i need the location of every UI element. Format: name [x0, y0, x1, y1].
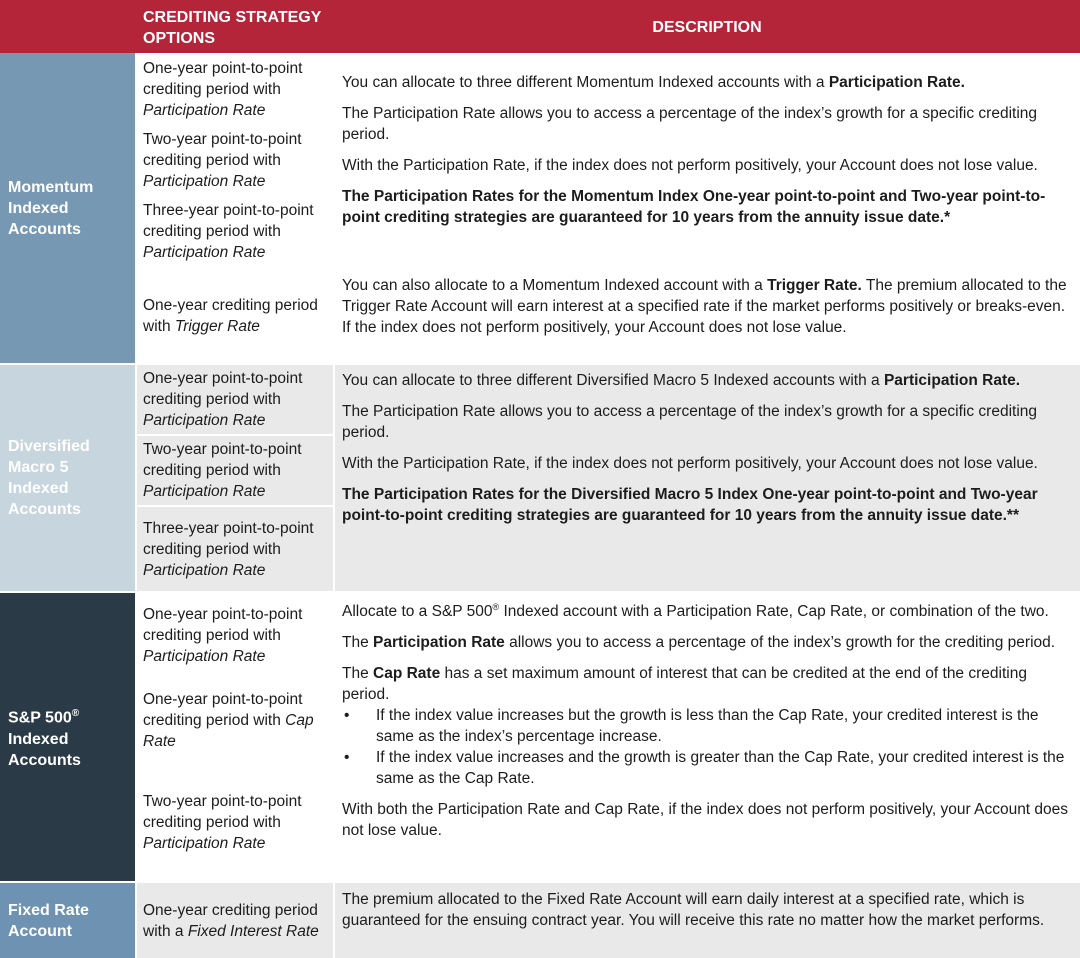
- bullet-item: [342, 747, 1074, 789]
- desc-text: has a set maximum amount of interest that can be credited at the end of the crediting period.: [342, 665, 1027, 704]
- option-sp500-1yr-cap: [137, 679, 333, 761]
- option-text: Two-year point-to-point crediting period with: [143, 441, 302, 479]
- description-momentum-participation: [335, 55, 1080, 266]
- option-rate-type: Trigger Rate: [174, 317, 260, 335]
- bullet-icon: •: [344, 749, 350, 767]
- header-description: DESCRIPTION: [652, 19, 762, 36]
- desc-paragraph: With the Participation Rate, if the index does not perform positively, your Account does not lose value.: [342, 157, 1038, 174]
- option-sp500-1yr-participation: [137, 593, 333, 677]
- header-strategy-options: [143, 7, 321, 49]
- category-fixed-label: Fixed Rate Account: [8, 901, 89, 940]
- category-diversified: [0, 365, 135, 591]
- option-diversified-1yr-participation: [137, 365, 333, 434]
- desc-paragraph: The Participation Rate allows you to access a percentage of the index’s growth for a specific crediting period.: [342, 403, 1038, 441]
- option-rate-type: Participation Rate: [143, 561, 266, 579]
- desc-paragraph: The Participation Rate allows you to access a percentage of the index’s growth for a specific crediting period.: [342, 105, 1038, 143]
- category-momentum: [0, 53, 135, 363]
- option-rate-type: Participation Rate: [143, 412, 266, 429]
- option-rate-type: Fixed Interest Rate: [187, 922, 319, 940]
- option-text: Two-year point-to-point crediting period with: [143, 131, 302, 169]
- category-sp500-name: S&P 500: [8, 709, 72, 727]
- option-text: One-year point-to-point crediting period with: [143, 370, 303, 408]
- desc-paragraph: [342, 370, 1074, 391]
- category-sp500: [0, 593, 135, 881]
- description-diversified: [335, 365, 1080, 591]
- desc-bold: Participation Rate.: [828, 74, 965, 91]
- option-momentum-1yr-participation: [137, 55, 333, 124]
- bullet-text: If the index value increases and the growth is greater than the Cap Rate, your credited interest is the same as the Cap Rate.: [376, 749, 1065, 788]
- desc-paragraph: The premium allocated to the Fixed Rate Account will earn daily interest at a specified rate, which is guaranteed for the ensuing contract year. You will receive this rate no matter how the market performs.: [342, 891, 1045, 929]
- desc-bold: Participation Rate.: [883, 372, 1021, 389]
- description-momentum-trigger: [335, 268, 1080, 363]
- option-text: One-year point-to-point crediting period with: [143, 60, 303, 98]
- option-diversified-3yr-participation: [137, 507, 333, 591]
- option-momentum-2yr-participation: [137, 126, 333, 195]
- option-text: One-year point-to-point crediting period with: [143, 690, 303, 729]
- option-momentum-1yr-trigger: [137, 268, 333, 363]
- desc-guarantee-note: The Participation Rates for the Momentum Index One-year point-to-point and Two-year point-to-point crediting strategies are guaranteed for 10 years from the annuity issue date.*: [342, 188, 1046, 226]
- option-text: One-year point-to-point crediting period with: [143, 605, 303, 644]
- option-text: One-year crediting period with: [143, 296, 318, 335]
- option-rate-type: Participation Rate: [143, 102, 266, 119]
- option-rate-type: Participation Rate: [143, 834, 266, 852]
- option-fixed-1yr: [137, 883, 333, 958]
- desc-text: You can allocate to three different Diversified Macro 5 Indexed accounts with a: [342, 372, 884, 389]
- option-rate-type: Participation Rate: [143, 483, 266, 500]
- desc-text: Indexed account with a Participation Rate, Cap Rate, or combination of the two.: [499, 603, 1049, 621]
- description-fixed: [335, 883, 1080, 958]
- option-rate-type: Participation Rate: [143, 244, 266, 261]
- desc-paragraph: [342, 632, 1074, 653]
- desc-paragraph: With both the Participation Rate and Cap Rate, if the index does not perform positively, your Account does not lose value.: [342, 801, 1069, 840]
- table-header: [0, 0, 1080, 53]
- description-sp500: [335, 593, 1080, 881]
- option-diversified-2yr-participation: [137, 436, 333, 505]
- option-text: One-year crediting period with a: [143, 901, 318, 940]
- category-momentum-label: Momentum Indexed Accounts: [8, 178, 94, 238]
- desc-text: The: [342, 665, 374, 683]
- category-sp500-suffix: Indexed Accounts: [8, 730, 81, 769]
- bullet-icon: •: [344, 707, 350, 725]
- option-text: Two-year point-to-point crediting period with: [143, 792, 302, 831]
- option-rate-type: Participation Rate: [143, 173, 266, 190]
- registered-mark: ®: [492, 602, 500, 612]
- desc-text: The: [342, 634, 374, 652]
- option-rate-type: Cap Rate: [143, 711, 314, 750]
- option-momentum-3yr-participation: [137, 197, 333, 266]
- option-sp500-2yr-participation: [137, 763, 333, 881]
- desc-paragraph: With the Participation Rate, if the index does not perform positively, your Account does not lose value.: [342, 455, 1038, 472]
- desc-bold: Cap Rate: [373, 665, 441, 683]
- desc-paragraph: [342, 597, 1074, 622]
- category-diversified-label: Diversified Macro 5 Indexed Accounts: [8, 438, 90, 518]
- desc-paragraph: [342, 275, 1074, 338]
- desc-guarantee-note: The Participation Rates for the Diversified Macro 5 Index One-year point-to-point and Two-year point-to-point crediting strategies are guaranteed for 10 years from the annuity issue date.**: [342, 486, 1038, 524]
- desc-text: You can allocate to three different Momentum Indexed accounts with a: [342, 74, 829, 91]
- header-strategy-line1: CREDITING STRATEGY: [143, 9, 322, 26]
- desc-text: Allocate to a S&P 500: [342, 603, 493, 621]
- desc-text: allows you to access a percentage of the index’s growth for the crediting period.: [504, 634, 1056, 652]
- desc-text: You can also allocate to a Momentum Indexed account with a: [342, 277, 768, 294]
- desc-bold: Trigger Rate.: [767, 277, 862, 294]
- category-fixed: [0, 883, 135, 958]
- header-strategy-line2: OPTIONS: [143, 30, 216, 47]
- desc-paragraph: [342, 663, 1074, 705]
- desc-paragraph: [342, 72, 1074, 93]
- category-sp500-label: [8, 703, 133, 770]
- registered-mark: ®: [71, 708, 80, 720]
- bullet-text: If the index value increases but the growth is less than the Cap Rate, your credited interest is the same as the index’s percentage increase.: [376, 707, 1039, 746]
- desc-text: The premium allocated to the Trigger Rate Account will earn interest at a specified rate if the market performs positively or breaks-even. If the index does not perform positively, your Account does not lose value.: [342, 277, 1067, 336]
- option-rate-type: Participation Rate: [143, 647, 266, 665]
- option-text: Three-year point-to-point crediting period with: [143, 202, 314, 240]
- bullet-item: [342, 705, 1074, 747]
- desc-bold: Participation Rate: [373, 634, 505, 652]
- option-text: Three-year point-to-point crediting period with: [143, 519, 314, 558]
